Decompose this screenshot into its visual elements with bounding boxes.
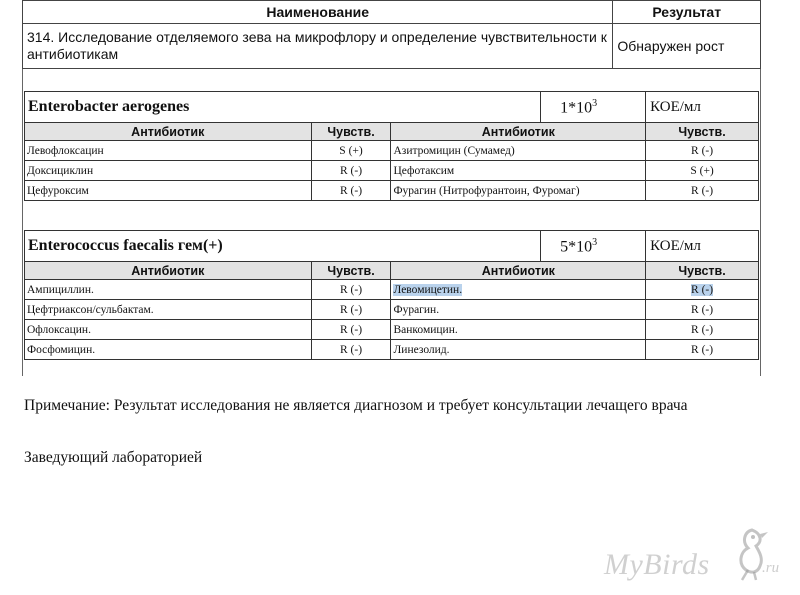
antibiotic-name: Офлоксацин. [25,320,312,340]
sensitivity-value: R (-) [311,280,391,300]
antibiotic-name: Азитромицин (Сумамед) [391,141,646,161]
watermark-logo [604,522,794,588]
unit-label: КОЕ/мл [646,231,759,262]
head-of-lab-label: Заведующий лабораторией [24,449,203,466]
sensitivity-value: S (+) [311,141,391,161]
column-header-sensitivity: Чувств. [311,123,391,141]
unit-label: КОЕ/мл [646,92,759,123]
antibiotic-name: Фурагин. [391,300,646,320]
watermark-text: MyBirds [604,548,710,581]
column-header-name: Наименование [23,1,613,24]
test-name: 314. Исследование отделяемого зева на микрофлору и определение чувствительности к антибиотикам [23,24,613,69]
sensitivity-value: R (-) [311,300,391,320]
sensitivity-value: R (-) [311,340,391,360]
sensitivity-value: R (-) [646,340,759,360]
organism-table [24,91,759,201]
column-header-antibiotic: Антибиотик [391,262,646,280]
sensitivity-value-highlighted[interactable]: R (-) [646,280,759,300]
report-note: Примечание: Результат исследования не является диагнозом и требует консультации лечащего врача [24,397,688,414]
antibiotic-name: Линезолид. [391,340,646,360]
antibiotic-name-highlighted[interactable]: Левомицетин. [391,280,646,300]
sensitivity-value: R (-) [311,181,391,201]
table-row [25,340,759,360]
column-header-sensitivity: Чувств. [646,123,759,141]
sensitivity-value: R (-) [311,161,391,181]
table-row [25,161,759,181]
antibiotic-name: Фурагин (Нитрофурантоин, Фуромаг) [391,181,646,201]
sensitivity-value: R (-) [646,320,759,340]
antibiotic-name: Доксициклин [25,161,312,181]
antibiotic-name: Левофлоксацин [25,141,312,161]
column-header-sensitivity: Чувств. [646,262,759,280]
column-header-result: Результат [613,1,761,24]
antibiotic-name: Цефотаксим [391,161,646,181]
organism-title-row [25,231,646,262]
sensitivity-value: R (-) [646,181,759,201]
sensitivity-value: R (-) [646,141,759,161]
antibiotic-name: Ампициллин. [25,280,312,300]
colony-count: $5*10^3$ [560,237,598,256]
organism-name: Enterobacter aerogenes [28,98,190,115]
organism-table [24,230,759,360]
organism-title-row [25,92,646,123]
table-row [25,320,759,340]
column-header-antibiotic: Антибиотик [25,123,312,141]
watermark-suffix: .ru [762,560,780,576]
table-row [25,141,759,161]
table-row [25,280,759,300]
antibiotic-name: Фосфомицин. [25,340,312,360]
organism-name: Enterococcus faecalis гем(+) [28,237,223,254]
sensitivity-value: S (+) [646,161,759,181]
table-row [25,300,759,320]
antibiotic-name: Ванкомицин. [391,320,646,340]
antibiotic-name: Цефтриаксон/сульбактам. [25,300,312,320]
test-result: Обнаружен рост [613,24,761,69]
table-row [25,181,759,201]
report-header-table [22,0,761,69]
sensitivity-value: R (-) [311,320,391,340]
column-header-antibiotic: Антибиотик [391,123,646,141]
column-header-antibiotic: Антибиотик [25,262,312,280]
colony-count: $1*10^3$ [560,98,598,117]
sensitivity-value: R (-) [646,300,759,320]
antibiotic-name: Цефуроксим [25,181,312,201]
column-header-sensitivity: Чувств. [311,262,391,280]
